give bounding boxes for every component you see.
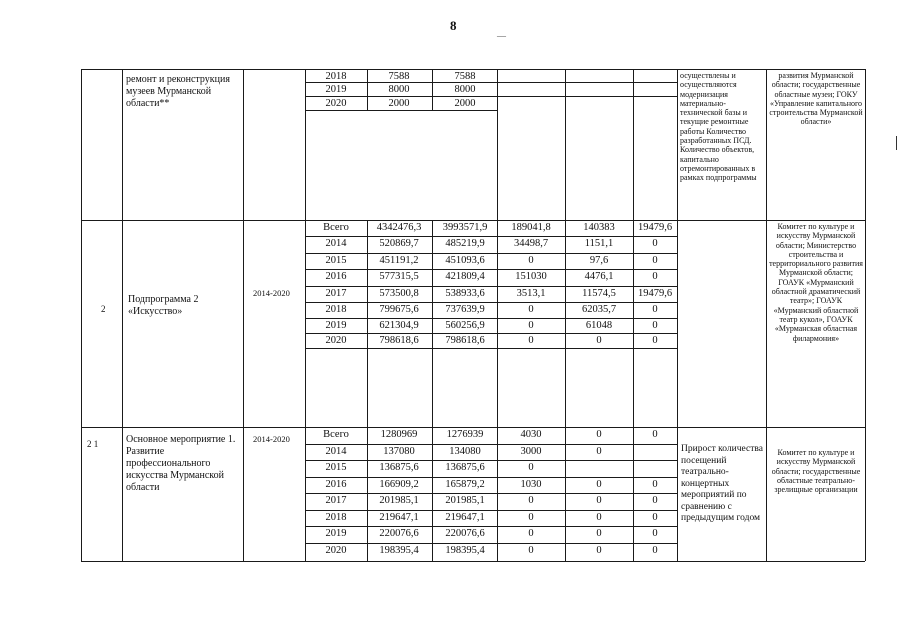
s2-federal-cell: 151030 [515, 271, 547, 282]
s21-regional-cell: 220076,6 [445, 528, 485, 539]
s21-local-cell: 0 [596, 479, 602, 490]
grid-line [81, 561, 865, 562]
section-2-period: 2014-2020 [253, 288, 290, 298]
s2-local-cell: 140383 [583, 222, 615, 233]
s2-other-cell: 0 [652, 304, 658, 315]
s21-other-cell: 0 [652, 479, 658, 490]
s21-regional-cell: 1276939 [446, 429, 484, 440]
s2-federal-cell: 189041,8 [511, 222, 551, 233]
s2-regional-cell: 560256,9 [445, 320, 485, 331]
s21-year-cell: 2019 [325, 528, 347, 539]
s21-year-cell: 2014 [325, 446, 347, 457]
grid-line [305, 269, 677, 270]
s21-regional-cell: 201985,1 [445, 495, 485, 506]
s21-total-cell: 219647,1 [379, 512, 419, 523]
s21-total-cell: 137080 [383, 446, 415, 457]
s2-year-cell: 2020 [325, 335, 347, 346]
s2-federal-cell: 0 [528, 255, 534, 266]
s21-regional-cell: 165879,2 [445, 479, 485, 490]
s2-total-cell: 621304,9 [379, 320, 419, 331]
s2-federal-cell: 0 [528, 304, 534, 315]
s2-year-cell: 2017 [325, 288, 347, 299]
section-2-executor: Комитет по культуре и искусству Мурманской области; Министерство строительства и территориального развития Мурманской области; ГОАУК «Мурманский областной драматический театр»; ГОАУК «Мурманский областной театр кукол», ГОАУК «Мурманская областная филармония» [769, 222, 863, 343]
s2-other-cell: 0 [652, 255, 658, 266]
s2-federal-cell: 0 [528, 320, 534, 331]
s21-regional-cell: 134080 [449, 446, 481, 457]
section-21-period: 2014-2020 [253, 434, 290, 444]
s21-year-cell: 2018 [325, 512, 347, 523]
top-total-cell: 8000 [388, 84, 410, 95]
s2-year-cell: 2016 [325, 271, 347, 282]
s2-local-cell: 61048 [585, 320, 613, 331]
s21-federal-cell: 3000 [520, 446, 542, 457]
s21-federal-cell: 0 [528, 545, 534, 556]
s21-total-cell: 136875,6 [379, 462, 419, 473]
s2-regional-cell: 485219,9 [445, 238, 485, 249]
s2-year-cell: 2018 [325, 304, 347, 315]
grid-line [865, 69, 866, 561]
s2-local-cell: 97,6 [589, 255, 609, 266]
section-2-number: 2 [101, 304, 106, 314]
top-activity-name: ремонт и реконструкция музеев Мурманской области** [126, 74, 230, 109]
grid-line [305, 543, 677, 544]
top-regional-cell: 2000 [454, 98, 476, 109]
s2-local-cell: 4476,1 [584, 271, 614, 282]
grid-line [305, 110, 306, 220]
grid-line [633, 69, 634, 110]
s21-total-cell: 166909,2 [379, 479, 419, 490]
s2-federal-cell: 0 [528, 335, 534, 346]
section-2-name: Подпрограмма 2 «Искусство» [128, 294, 199, 317]
top-indicator: осуществлены и осуществляются модернизация материально-технической базы и текущие ремонтные работы Количество разработанных ПСД. Количество объектов, капитально отремонтированных в рамках подпрограммы [680, 71, 757, 183]
grid-line [305, 348, 677, 349]
top-total-cell: 7588 [388, 71, 410, 82]
grid-line [565, 110, 566, 220]
grid-line [305, 302, 677, 303]
s2-local-cell: 11574,5 [582, 288, 616, 299]
grid-line [633, 427, 634, 561]
s21-regional-cell: 219647,1 [445, 512, 485, 523]
grid-line [305, 510, 677, 511]
s2-regional-cell: 737639,9 [445, 304, 485, 315]
top-year-cell: 2019 [325, 84, 347, 95]
grid-line [633, 110, 634, 220]
grid-line [305, 526, 677, 527]
s2-total-cell: 799675,6 [379, 304, 419, 315]
top-total-cell: 2000 [388, 98, 410, 109]
grid-line [81, 427, 865, 428]
s21-local-cell: 0 [596, 545, 602, 556]
s21-other-cell: 0 [652, 545, 658, 556]
s2-year-cell: 2014 [325, 238, 347, 249]
s2-local-cell: 62035,7 [581, 304, 617, 315]
s2-regional-cell: 538933,6 [445, 288, 485, 299]
grid-line [677, 69, 678, 561]
s21-federal-cell: 1030 [520, 479, 542, 490]
page-number: 8 [450, 18, 457, 33]
scan-edge-mark [896, 136, 897, 150]
s21-local-cell: 0 [596, 512, 602, 523]
grid-line [565, 69, 566, 110]
s21-federal-cell: 4030 [520, 429, 542, 440]
s2-total-cell: 4342476,3 [376, 222, 422, 233]
s21-year-cell: 2020 [325, 545, 347, 556]
grid-line [305, 477, 677, 478]
s21-other-cell: 0 [652, 495, 658, 506]
s21-local-cell: 0 [596, 495, 602, 506]
s2-total-cell: 573500,8 [379, 288, 419, 299]
s21-year-cell: 2015 [325, 462, 347, 473]
s2-regional-cell: 421809,4 [445, 271, 485, 282]
s2-other-cell: 19479,6 [637, 288, 673, 299]
grid-line [305, 444, 677, 445]
section-21-indicator: Прирост количества посещений театрально-концертных мероприятий по сравнению с предыдущим годом [681, 444, 763, 523]
grid-line [305, 96, 677, 97]
s2-other-cell: 0 [652, 335, 658, 346]
s2-total-cell: 451191,2 [379, 255, 419, 266]
s21-federal-cell: 0 [528, 495, 534, 506]
grid-line [497, 110, 498, 220]
s21-total-cell: 220076,6 [379, 528, 419, 539]
grid-line [305, 236, 677, 237]
s21-year-cell: 2017 [325, 495, 347, 506]
top-executor: развития Мурманской области; государственные областные музеи; ГОКУ «Управление капитального строительства Мурманской области» [769, 71, 863, 127]
s2-year-cell: 2019 [325, 320, 347, 331]
s21-other-cell: 0 [652, 512, 658, 523]
grid-line [305, 333, 677, 334]
grid-line [305, 460, 677, 461]
s21-year-cell: Всего [323, 429, 349, 440]
grid-line [122, 69, 123, 561]
s21-other-cell: 0 [652, 528, 658, 539]
s21-year-cell: 2016 [325, 479, 347, 490]
grid-line [81, 69, 82, 561]
s21-regional-cell: 136875,6 [445, 462, 485, 473]
s2-federal-cell: 34498,7 [513, 238, 549, 249]
s21-local-cell: 0 [596, 528, 602, 539]
grid-line [497, 69, 498, 110]
top-regional-cell: 7588 [454, 71, 476, 82]
s2-year-cell: Всего [323, 222, 349, 233]
s2-total-cell: 520869,7 [379, 238, 419, 249]
s2-local-cell: 1151,1 [584, 238, 614, 249]
s21-total-cell: 198395,4 [379, 545, 419, 556]
s2-total-cell: 798618,6 [379, 335, 419, 346]
s21-federal-cell: 0 [528, 512, 534, 523]
s2-other-cell: 0 [652, 238, 658, 249]
s2-year-cell: 2015 [325, 255, 347, 266]
section-21-name: Основное мероприятие 1. Развитие профессионального искусства Мурманской области [126, 434, 236, 493]
s2-other-cell: 0 [652, 271, 658, 282]
s21-total-cell: 201985,1 [379, 495, 419, 506]
s21-total-cell: 1280969 [380, 429, 418, 440]
s2-federal-cell: 3513,1 [516, 288, 546, 299]
s2-total-cell: 577315,5 [379, 271, 419, 282]
section-21-executor: Комитет по культуре и искусству Мурманской области; государственные областные театрально-зрелищные организации [771, 448, 861, 495]
s2-other-cell: 0 [652, 320, 658, 331]
s21-federal-cell: 0 [528, 528, 534, 539]
header-mark: — [497, 31, 506, 41]
grid-line [305, 253, 677, 254]
s2-local-cell: 0 [596, 335, 602, 346]
s21-local-cell: 0 [596, 429, 602, 440]
s2-regional-cell: 3993571,9 [442, 222, 488, 233]
section-21-number: 2 1 [87, 439, 99, 449]
s21-regional-cell: 198395,4 [445, 545, 485, 556]
top-regional-cell: 8000 [454, 84, 476, 95]
s21-other-cell: 0 [652, 429, 658, 440]
grid-line [81, 220, 865, 221]
s2-regional-cell: 798618,6 [445, 335, 485, 346]
grid-line [305, 318, 677, 319]
s21-federal-cell: 0 [528, 462, 534, 473]
grid-line [305, 286, 677, 287]
s2-other-cell: 19479,6 [637, 222, 673, 233]
grid-line [305, 110, 497, 111]
grid-line [305, 493, 677, 494]
grid-line [81, 69, 865, 70]
top-year-cell: 2018 [325, 71, 347, 82]
s2-regional-cell: 451093,6 [445, 255, 485, 266]
s21-local-cell: 0 [596, 446, 602, 457]
top-year-cell: 2020 [325, 98, 347, 109]
